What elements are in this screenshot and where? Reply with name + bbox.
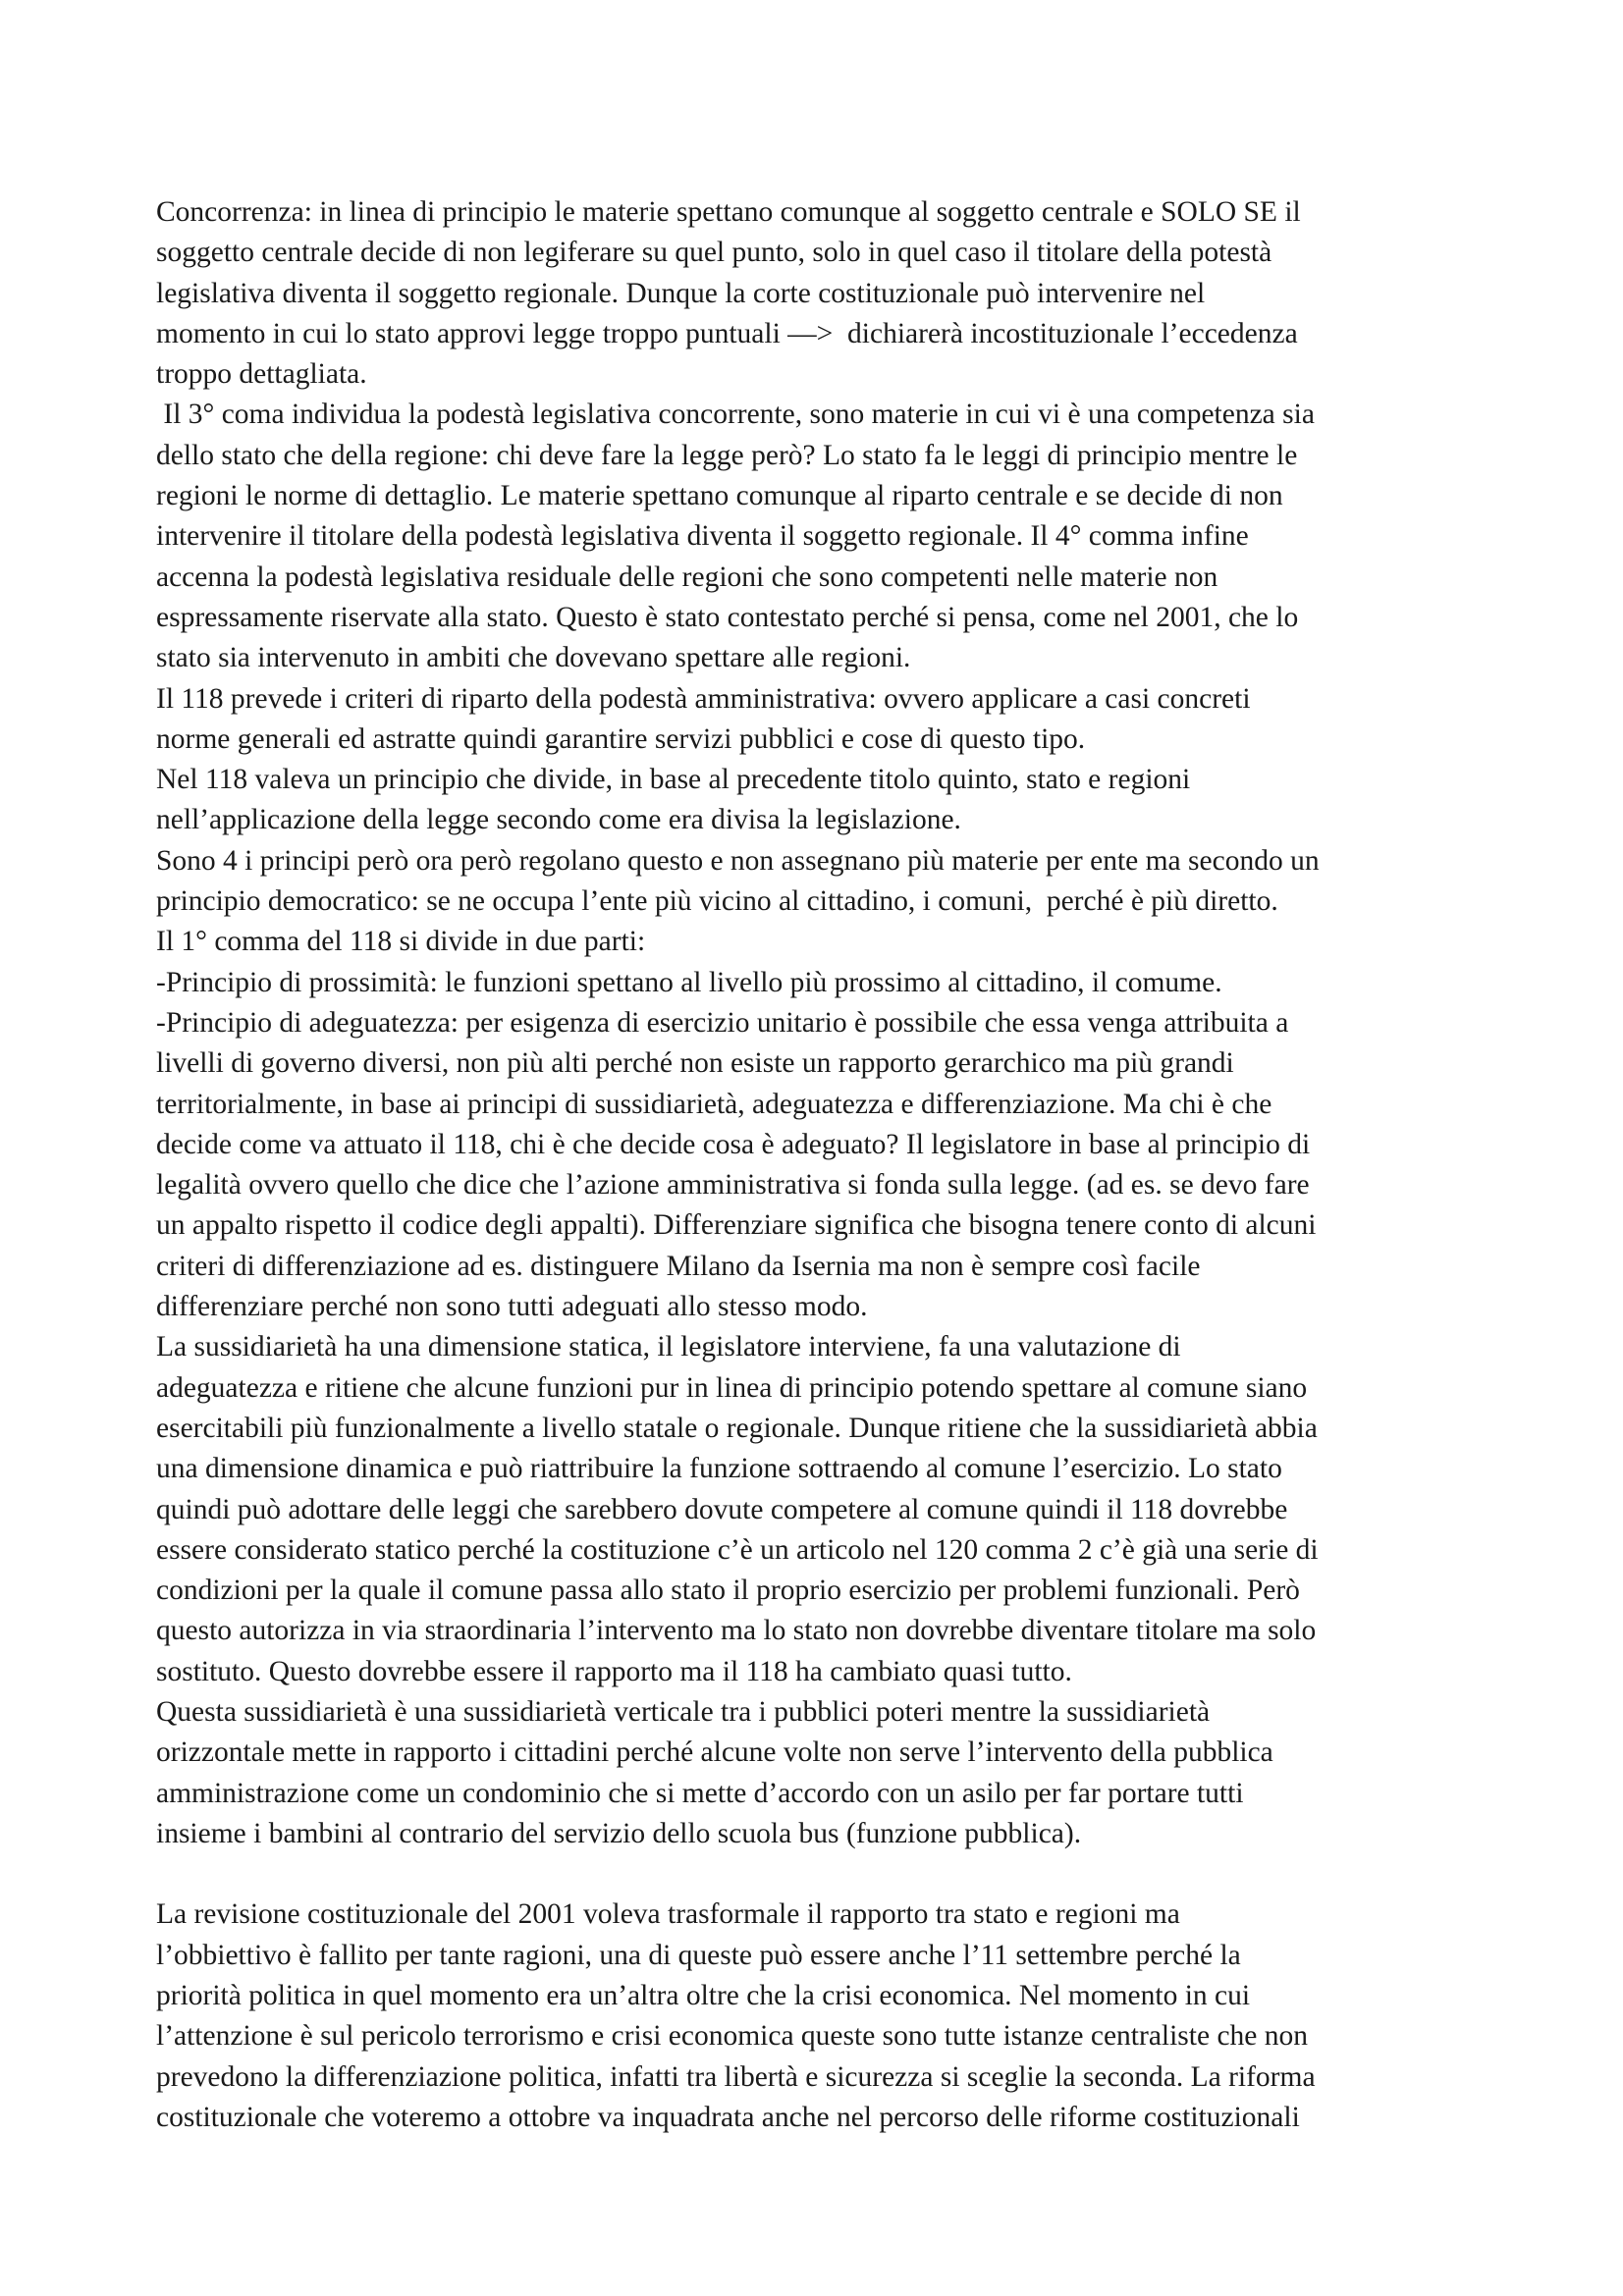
- text-line: intervenire il titolare della podestà legislativa diventa il soggetto regionale. Il 4° comma infine: [156, 520, 1249, 553]
- text-line: adeguatezza e ritiene che alcune funzioni pur in linea di principio potendo spettare al comune siano: [156, 1371, 1308, 1404]
- text-line: legalità ovvero quello che dice che l’azione amministrativa si fonda sulla legge. (ad es. se devo fare: [156, 1169, 1310, 1201]
- text-line: Questa sussidiarietà è una sussidiarietà verticale tra i pubblici poteri mentre la sussidiarietà: [156, 1695, 1211, 1728]
- text-line: Il 3° coma individua la podestà legislativa concorrente, sono materie in cui vi è una competenza sia: [156, 399, 1315, 431]
- text-line: esercitabili più funzionalmente a livello statale o regionale. Dunque ritiene che la sussidiarietà abbia: [156, 1412, 1318, 1444]
- text-line: quindi può adottare delle leggi che sarebbero dovute competere al comune quindi il 118 dovrebbe: [156, 1493, 1288, 1525]
- text-line: l’obbiettivo è fallito per tante ragioni, una di queste può essere anche l’11 settembre perché la: [156, 1939, 1241, 1971]
- text-line: condizioni per la quale il comune passa allo stato il proprio esercizio per problemi funzionali. Però: [156, 1575, 1300, 1607]
- text-line: priorità politica in quel momento era un’altra oltre che la crisi economica. Nel momento in cui: [156, 1980, 1251, 2012]
- text-line: prevedono la differenziazione politica, infatti tra libertà e sicurezza si sceglie la seconda. La riforma: [156, 2060, 1316, 2093]
- text-line: un appalto rispetto il codice degli appalti). Differenziare significa che bisogna tenere conto di alcuni: [156, 1209, 1317, 1242]
- text-line: Concorrenza: in linea di principio le materie spettano comunque al soggetto centrale e SOLO SE il: [156, 196, 1301, 228]
- text-line: -Principio di prossimità: le funzioni spettano al livello più prossimo al cittadino, il comume.: [156, 966, 1222, 998]
- text-line: Sono 4 i principi però ora però regolano questo e non assegnano più materie per ente ma secondo un: [156, 844, 1320, 877]
- text-line: dello stato che della regione: chi deve fare la legge però? Lo stato fa le leggi di principio mentre le: [156, 439, 1298, 471]
- body-text: [156, 192, 1511, 2138]
- text-line: questo autorizza in via straordinaria l’intervento ma lo stato non dovrebbe diventare titolare ma solo: [156, 1615, 1317, 1647]
- text-line: -Principio di adeguatezza: per esigenza di esercizio unitario è possibile che essa venga attribuita a: [156, 1006, 1289, 1039]
- text-line: livelli di governo diversi, non più alti perché non esiste un rapporto gerarchico ma più grandi: [156, 1047, 1234, 1080]
- text-line: sostituto. Questo dovrebbe essere il rapporto ma il 118 ha cambiato quasi tutto.: [156, 1655, 1072, 1687]
- text-line: nell’applicazione della legge secondo come era divisa la legislazione.: [156, 804, 961, 836]
- text-line: accenna la podestà legislativa residuale delle regioni che sono competenti nelle materie non: [156, 561, 1218, 593]
- text-line: norme generali ed astratte quindi garantire servizi pubblici e cose di questo tipo.: [156, 722, 1086, 755]
- text-line: [156, 1854, 1511, 1895]
- text-line: soggetto centrale decide di non legiferare su quel punto, solo in quel caso il titolare della potestà: [156, 237, 1272, 269]
- text-line: regioni le norme di dettaglio. Le materie spettano comunque al riparto centrale e se decide di non: [156, 480, 1283, 512]
- text-line: una dimensione dinamica e può riattribuire la funzione sottraendo al comune l’esercizio. Lo stato: [156, 1453, 1282, 1485]
- text-line: Il 118 prevede i criteri di riparto della podestà amministrativa: ovvero applicare a casi concreti: [156, 682, 1251, 715]
- text-line: amministrazione come un condominio che si mette d’accordo con un asilo per far portare tutti: [156, 1777, 1244, 1809]
- text-line: Nel 118 valeva un principio che divide, in base al precedente titolo quinto, stato e regioni: [156, 764, 1191, 796]
- text-line: criteri di differenziazione ad es. distinguere Milano da Isernia ma non è sempre così facile: [156, 1250, 1201, 1282]
- text-line: espressamente riservate alla stato. Questo è stato contestato perché si pensa, come nel 2001, che lo: [156, 601, 1299, 633]
- text-line: orizzontale mette in rapporto i cittadini perché alcune volte non serve l’intervento della pubblica: [156, 1736, 1273, 1769]
- text-line: troppo dettagliata.: [156, 358, 367, 391]
- text-line: essere considerato statico perché la costituzione c’è un articolo nel 120 comma 2 c’è già una serie di: [156, 1533, 1319, 1566]
- text-line: differenziare perché non sono tutti adeguati allo stesso modo.: [156, 1291, 868, 1323]
- text-line: legislativa diventa il soggetto regionale. Dunque la corte costituzionale può intervenire nel: [156, 277, 1206, 309]
- text-line: momento in cui lo stato approvi legge troppo puntuali —> dichiarerà incostituzionale l’eccedenza: [156, 317, 1298, 349]
- text-line: principio democratico: se ne occupa l’ente più vicino al cittadino, i comuni, perché è più diretto.: [156, 885, 1278, 918]
- text-line: decide come va attuato il 118, chi è che decide cosa è adeguato? Il legislatore in base al principio di: [156, 1128, 1311, 1160]
- text-line: La revisione costituzionale del 2001 voleva trasformale il rapporto tra stato e regioni ma: [156, 1898, 1180, 1931]
- text-line: insieme i bambini al contrario del servizio dello scuola bus (funzione pubblica).: [156, 1817, 1082, 1849]
- text-line: stato sia intervenuto in ambiti che dovevano spettare alle regioni.: [156, 642, 911, 674]
- text-line: territorialmente, in base ai principi di sussidiarietà, adeguatezza e differenziazione. Ma chi è che: [156, 1088, 1272, 1120]
- text-line: La sussidiarietà ha una dimensione statica, il legislatore interviene, fa una valutazione di: [156, 1331, 1181, 1363]
- text-line: l’attenzione è sul pericolo terrorismo e crisi economica queste sono tutte istanze centraliste che non: [156, 2020, 1309, 2053]
- text-line: costituzionale che voteremo a ottobre va inquadrata anche nel percorso delle riforme costituzionali: [156, 2101, 1300, 2133]
- text-line: Il 1° comma del 118 si divide in due parti:: [156, 926, 646, 958]
